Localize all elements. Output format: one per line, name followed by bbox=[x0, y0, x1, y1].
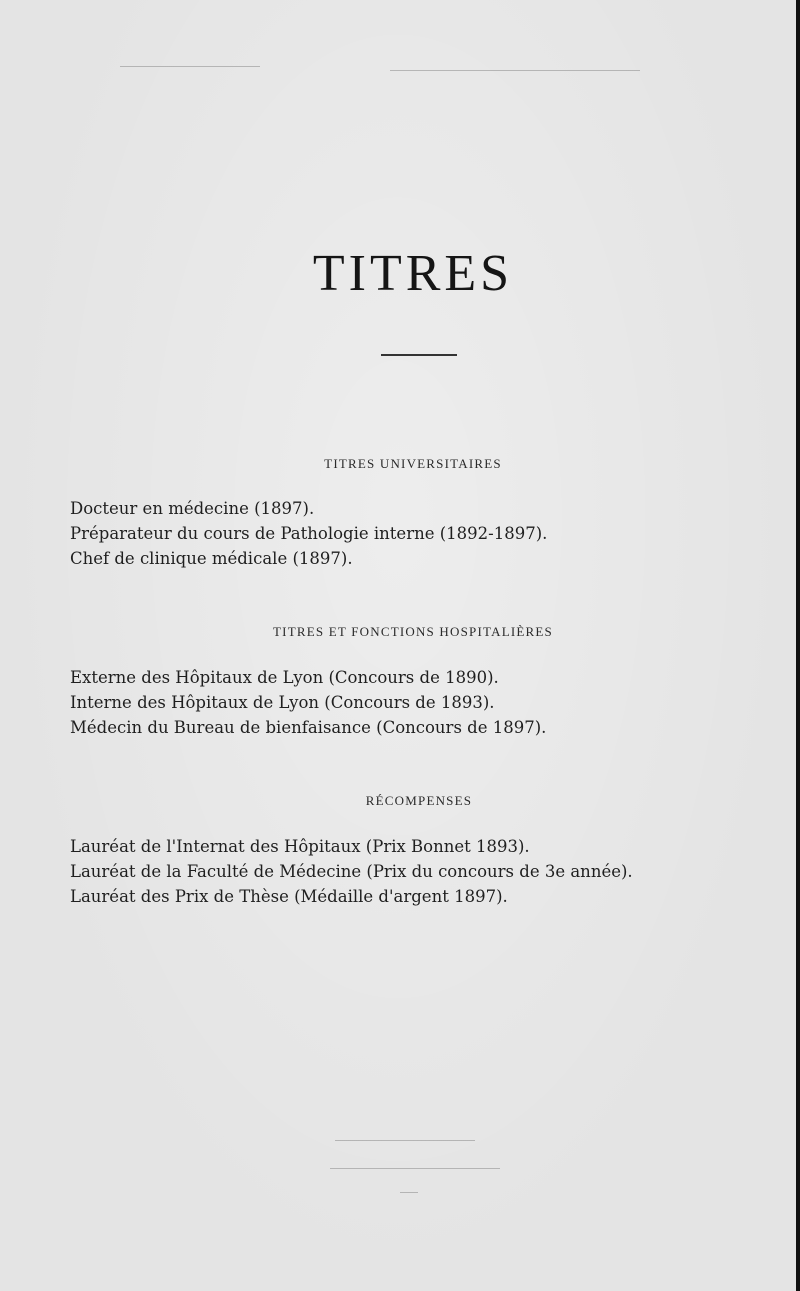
section-list-titres-universitaires bbox=[70, 496, 547, 571]
page-title: TITRES bbox=[312, 245, 514, 302]
print-artifact bbox=[400, 1192, 418, 1193]
section-heading-titres-universitaires: TITRES UNIVERSITAIRES bbox=[324, 456, 502, 471]
list-item: Externe des Hôpitaux de Lyon (Concours de 1890). bbox=[70, 668, 499, 687]
title-divider bbox=[381, 354, 457, 356]
section-list-recompenses bbox=[70, 834, 633, 909]
list-item: Préparateur du cours de Pathologie interne (1892-1897). bbox=[70, 524, 548, 543]
print-artifact bbox=[120, 66, 260, 67]
print-artifact bbox=[335, 1140, 475, 1141]
list-item: Docteur en médecine (1897). bbox=[70, 499, 315, 518]
list-item: Interne des Hôpitaux de Lyon (Concours de 1893). bbox=[70, 693, 495, 712]
list-item: Lauréat des Prix de Thèse (Médaille d'argent 1897). bbox=[70, 887, 508, 906]
list-item: Lauréat de l'Internat des Hôpitaux (Prix Bonnet 1893). bbox=[70, 837, 530, 856]
list-item: Chef de clinique médicale (1897). bbox=[70, 549, 353, 568]
print-artifact bbox=[330, 1168, 500, 1169]
section-heading-recompenses: RÉCOMPENSES bbox=[365, 793, 473, 808]
print-artifact bbox=[390, 70, 640, 71]
section-heading-titres-hospitalieres: TITRES ET FONCTIONS HOSPITALIÈRES bbox=[273, 624, 553, 639]
list-item: Médecin du Bureau de bienfaisance (Concours de 1897). bbox=[70, 718, 547, 737]
section-list-titres-hospitalieres bbox=[70, 665, 546, 740]
page-edge bbox=[796, 0, 800, 1291]
list-item: Lauréat de la Faculté de Médecine (Prix du concours de 3e année). bbox=[70, 862, 633, 881]
